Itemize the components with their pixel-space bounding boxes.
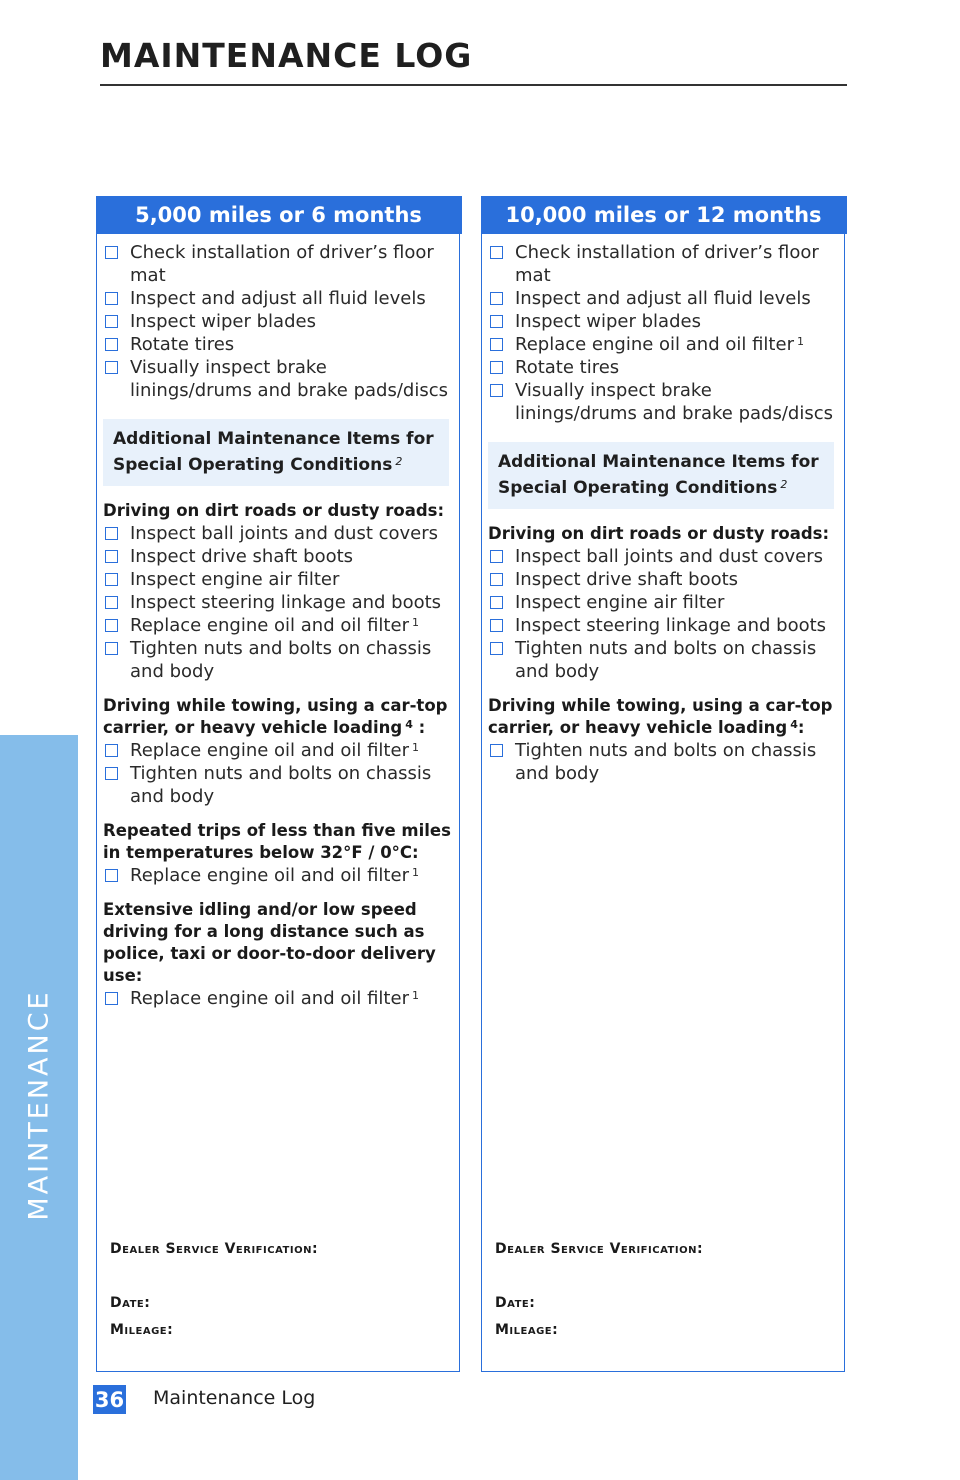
checkbox[interactable] [490, 246, 503, 259]
checkbox[interactable] [490, 361, 503, 374]
checklist-item: Inspect and adjust all fluid levels [103, 287, 451, 310]
checklist-item: Rotate tires [488, 356, 836, 379]
checkbox[interactable] [105, 292, 118, 305]
checkbox[interactable] [105, 596, 118, 609]
checkbox[interactable] [105, 361, 118, 374]
condition-heading: Driving on dirt roads or dusty roads: [488, 524, 830, 543]
interval-5000-column [96, 196, 460, 1372]
interval-header: 10,000 miles or 12 months [481, 196, 847, 234]
checkbox[interactable] [105, 246, 118, 259]
checklist-item: Tighten nuts and bolts on chassis and body [488, 637, 836, 683]
checkbox[interactable] [105, 338, 118, 351]
checkbox[interactable] [105, 619, 118, 632]
checklist-item: Tighten nuts and bolts on chassis and body [488, 739, 836, 785]
checkbox[interactable] [490, 384, 503, 397]
title-divider [100, 84, 847, 86]
checklist-item: Inspect wiper blades [103, 310, 451, 333]
checklist-item: Inspect engine air filter [488, 591, 836, 614]
checklist-item: Inspect engine air filter [103, 568, 451, 591]
checklist-item: Inspect ball joints and dust covers [488, 545, 836, 568]
checklist-item: Rotate tires [103, 333, 451, 356]
checklist-item: Inspect drive shaft boots [103, 545, 451, 568]
condition-heading: Driving while towing, using a car-top carrier, or heavy vehicle loading $^4$ : [103, 696, 448, 737]
checkbox[interactable] [105, 744, 118, 757]
condition-heading: Driving on dirt roads or dusty roads: [103, 501, 445, 520]
checklist-item: Replace engine oil and oil filter $^1$ [103, 864, 451, 887]
dealer-verification-label: Dealer Service Verification: [495, 1241, 704, 1257]
special-conditions-title: Additional Maintenance Items for Special Operating Conditions $^2$ [498, 452, 819, 498]
special-conditions-box [488, 442, 834, 509]
condition-heading: Extensive idling and/or low speed driving for a long distance such as police, taxi or door-to-door delivery use: [103, 900, 436, 985]
checklist-item: Replace engine oil and oil filter $^1$ [103, 987, 451, 1010]
checklist-item: Replace engine oil and oil filter $^1$ [103, 614, 451, 637]
checklist-item: Visually inspect brake linings/drums and brake pads/discs [103, 356, 451, 402]
checklist-item: Tighten nuts and bolts on chassis and body [103, 637, 451, 683]
side-tab-label: MAINTENANCE [23, 989, 55, 1221]
checkbox[interactable] [105, 642, 118, 655]
checkbox[interactable] [490, 596, 503, 609]
checklist-item: Inspect steering linkage and boots [488, 614, 836, 637]
checkbox[interactable] [490, 550, 503, 563]
checkbox[interactable] [105, 315, 118, 328]
special-conditions-title: Additional Maintenance Items for Special Operating Conditions $^2$ [113, 429, 434, 475]
date-label: Date: [495, 1295, 536, 1311]
checklist-item: Check installation of driver’s floor mat [488, 241, 836, 287]
checkbox[interactable] [490, 744, 503, 757]
checklist-item: Replace engine oil and oil filter $^1$ [488, 333, 836, 356]
mileage-label: Mileage: [110, 1322, 174, 1338]
checklist-item: Visually inspect brake linings/drums and brake pads/discs [488, 379, 836, 425]
page-title: MAINTENANCE LOG [100, 36, 473, 75]
dealer-verification-label: Dealer Service Verification: [110, 1241, 319, 1257]
interval-10000-column [481, 196, 845, 1372]
checkbox[interactable] [105, 527, 118, 540]
checklist-item: Inspect steering linkage and boots [103, 591, 451, 614]
checklist-item: Replace engine oil and oil filter $^1$ [103, 739, 451, 762]
footer-section-label: Maintenance Log [153, 1387, 316, 1409]
condition-heading: Driving while towing, using a car-top carrier, or heavy vehicle loading $^4$: [488, 696, 833, 737]
checkbox[interactable] [105, 767, 118, 780]
condition-heading: Repeated trips of less than five miles in temperatures below 32°F / 0°C: [103, 821, 451, 862]
date-label: Date: [110, 1295, 151, 1311]
checkbox[interactable] [490, 338, 503, 351]
checkbox[interactable] [105, 992, 118, 1005]
interval-header: 5,000 miles or 6 months [96, 196, 462, 234]
checkbox[interactable] [490, 619, 503, 632]
checklist-item: Inspect and adjust all fluid levels [488, 287, 836, 310]
mileage-label: Mileage: [495, 1322, 559, 1338]
checklist-item: Inspect drive shaft boots [488, 568, 836, 591]
page-number: 36 [93, 1385, 126, 1414]
checkbox[interactable] [490, 642, 503, 655]
checklist-item: Inspect wiper blades [488, 310, 836, 333]
checklist-item: Check installation of driver’s floor mat [103, 241, 451, 287]
checkbox[interactable] [490, 292, 503, 305]
checklist-item: Inspect ball joints and dust covers [103, 522, 451, 545]
checkbox[interactable] [490, 573, 503, 586]
special-conditions-box [103, 419, 449, 486]
checkbox[interactable] [490, 315, 503, 328]
checkbox[interactable] [105, 869, 118, 882]
checkbox[interactable] [105, 550, 118, 563]
checklist-item: Tighten nuts and bolts on chassis and body [103, 762, 451, 808]
checkbox[interactable] [105, 573, 118, 586]
